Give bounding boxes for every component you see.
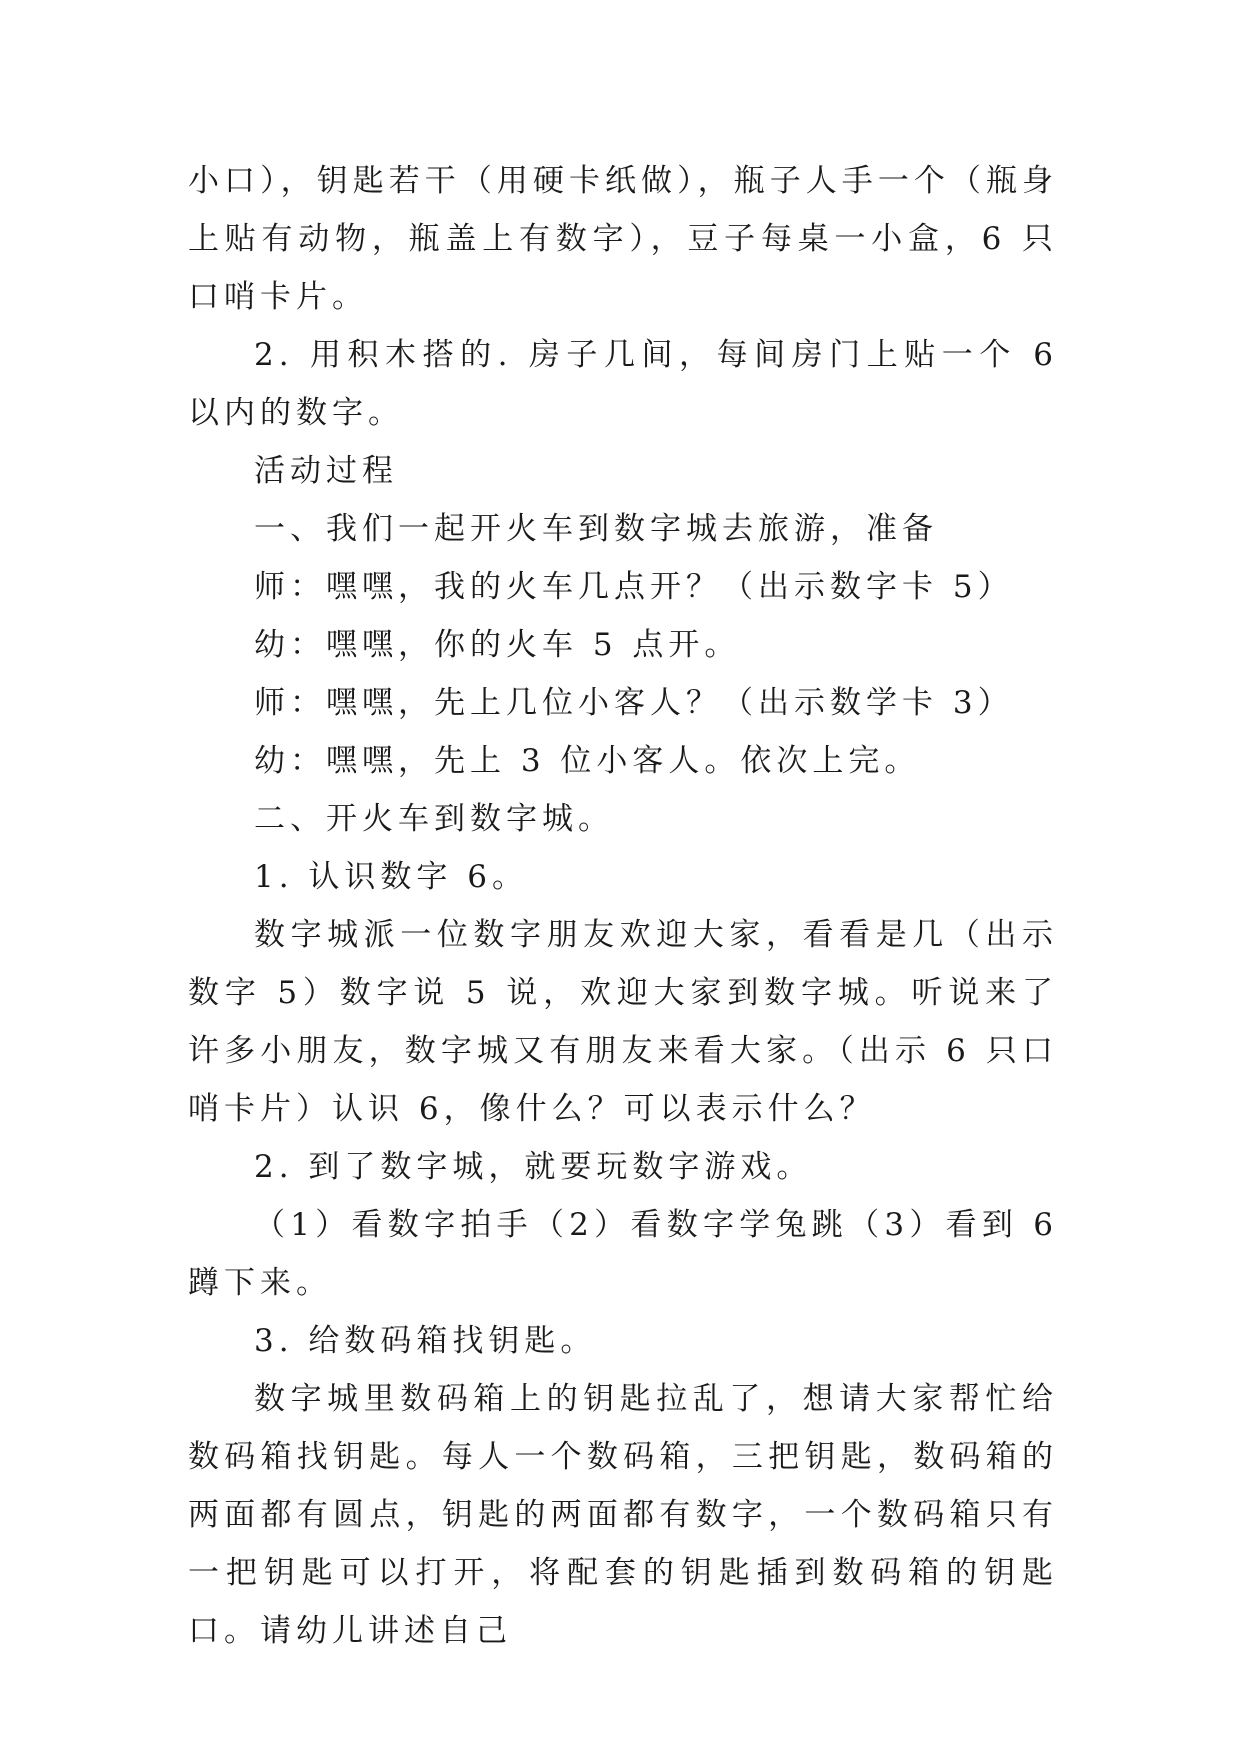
section-heading-activity-process: 活动过程 <box>254 453 398 489</box>
document-page <box>188 152 1058 1660</box>
paragraph-step-1-heading: 一、我们一起开火车到数字城去旅游，准备 <box>254 511 938 547</box>
dialogue-line-teacher-2: 师：嘿嘿，先上几位小客人？（出示数学卡 3） <box>254 685 1014 721</box>
paragraph-substep-3: 3. 给数码箱找钥匙。 <box>254 1323 597 1359</box>
dialogue-line-child-2: 幼：嘿嘿，先上 3 位小客人。依次上完。 <box>254 743 921 779</box>
paragraph-number-games: （1）看数字拍手（2）看数字学兔跳（3）看到 6 蹲下来。 <box>188 1207 1058 1301</box>
paragraph-substep-1: 1. 认识数字 6。 <box>254 859 529 895</box>
paragraph-key-matching: 数字城里数码箱上的钥匙拉乱了，想请大家帮忙给数码箱找钥匙。每人一个数码箱，三把钥匙，数码箱的两面都有圆点，钥匙的两面都有数字，一个数码箱只有一把钥匙可以打开，将配套的钥匙插到数码箱的钥匙口。请幼儿讲述自己 <box>188 1381 1058 1649</box>
paragraph-number-friend: 数字城派一位数字朋友欢迎大家，看看是几（出示数字 5）数字说 5 说，欢迎大家到数字城。听说来了许多小朋友，数字城又有朋友来看大家。（出示 6 只口哨卡片）认识 6，像什么？可以表示什么？ <box>188 917 1058 1127</box>
paragraph-materials-item-2: 2. 用积木搭的. 房子几间，每间房门上贴一个 6 以内的数字。 <box>188 337 1058 431</box>
dialogue-line-child-1: 幼：嘿嘿，你的火车 5 点开。 <box>254 627 741 663</box>
paragraph-step-2-heading: 二、开火车到数字城。 <box>254 801 614 837</box>
paragraph-substep-2: 2. 到了数字城，就要玩数字游戏。 <box>254 1149 813 1185</box>
dialogue-line-teacher-1: 师：嘿嘿，我的火车几点开？（出示数字卡 5） <box>254 569 1014 605</box>
paragraph-materials-continued: 小口），钥匙若干（用硬卡纸做），瓶子人手一个（瓶身上贴有动物，瓶盖上有数字），豆子每桌一小盒，6 只口哨卡片。 <box>188 163 1058 315</box>
